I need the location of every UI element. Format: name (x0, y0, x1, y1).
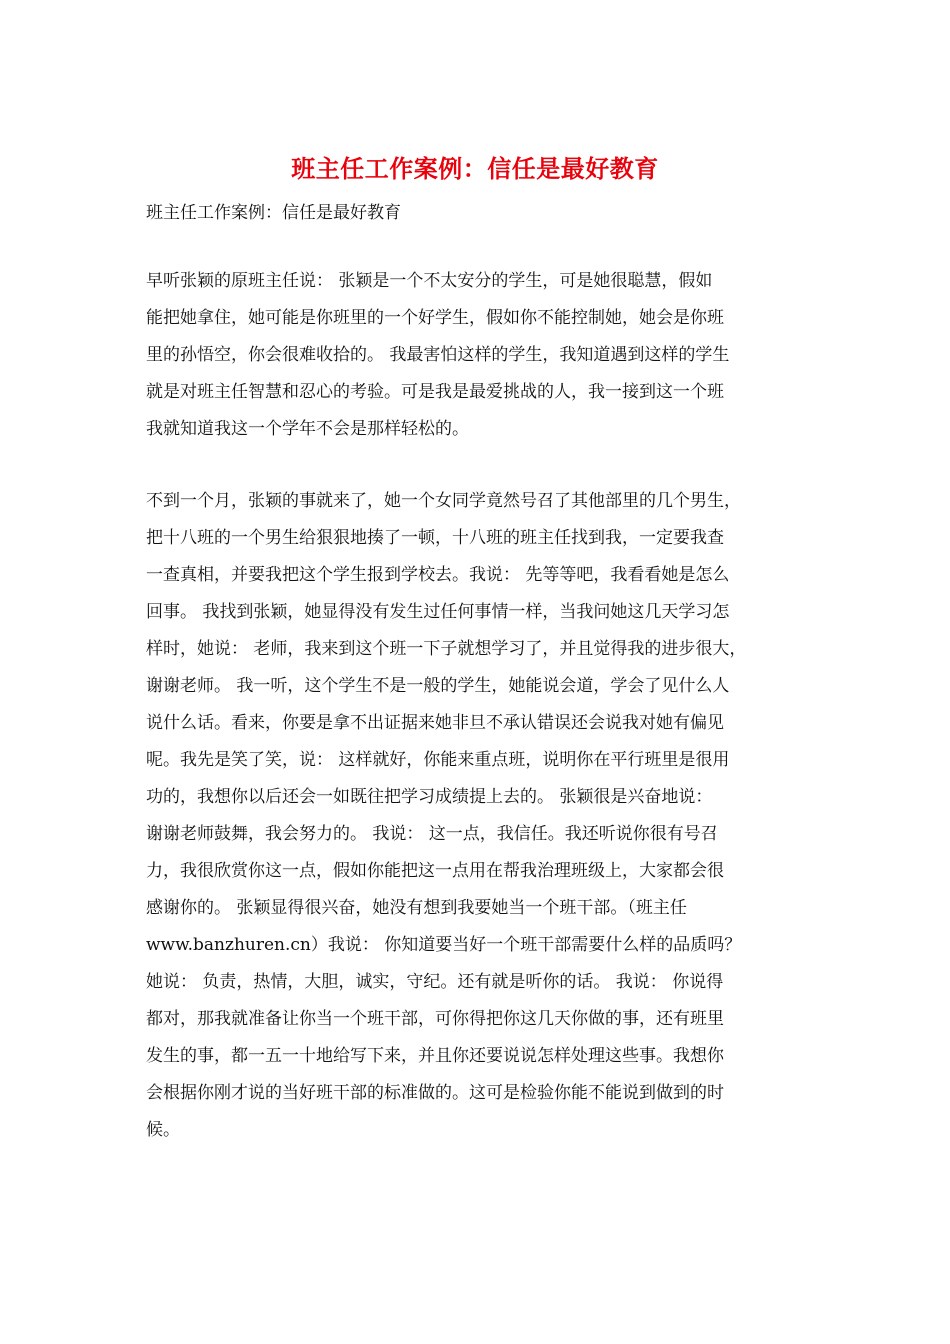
text-line: 候。 (146, 1120, 180, 1140)
text-line: 发生的事，都一五一十地给写下来，并且你还要说说怎样处理这些事。我想你 (146, 1046, 724, 1066)
text-line: 说什么话。看来，你要是拿不出证据来她非旦不承认错误还会说我对她有偏见 (146, 713, 724, 733)
text-line: 功的，我想你以后还会一如既往把学习成绩提上去的。 张颖很是兴奋地说： (146, 787, 713, 807)
text-line: 就是对班主任智慧和忍心的考验。可是我是最爱挑战的人，我一接到这一个班 (146, 382, 724, 402)
text-line: 早听张颖的原班主任说： 张颖是一个不太安分的学生，可是她很聪慧，假如 (146, 271, 713, 291)
paragraph-2 (146, 483, 826, 1149)
text-line: 谢谢老师鼓舞，我会努力的。 我说： 这一点，我信任。我还听说你很有号召 (146, 824, 718, 844)
text-line: 都对，那我就准备让你当一个班干部，可你得把你这几天你做的事，还有班里 (146, 1009, 724, 1029)
paragraph-1 (146, 263, 826, 448)
text-line: 会根据你刚才说的当好班干部的标准做的。这可是检验你能不能说到做到的时 (146, 1083, 724, 1103)
text-line: 不到一个月，张颖的事就来了，她一个女同学竟然号召了其他部里的几个男生， (146, 491, 741, 511)
text-line: 我就知道我这一个学年不会是那样轻松的。 (146, 419, 469, 439)
text-line: 她说： 负责，热情，大胆，诚实，守纪。还有就是听你的话。 我说： 你说得 (146, 972, 724, 992)
text-line: 一查真相，并要我把这个学生报到学校去。我说： 先等等吧，我看看她是怎么 (146, 565, 730, 585)
text-line: 呢。我先是笑了笑，说： 这样就好，你能来重点班，说明你在平行班里是很用 (146, 750, 730, 770)
text-line: 力，我很欣赏你这一点，假如你能把这一点用在帮我治理班级上，大家都会很 (146, 861, 724, 881)
document-subtitle: 班主任工作案例：信任是最好教育 (146, 203, 401, 223)
text-line: 回事。 我找到张颖，她显得没有发生过任何事情一样，当我问她这几天学习怎 (146, 602, 730, 622)
document-title: 班主任工作案例：信任是最好教育 (291, 154, 659, 183)
text-line: 谢谢老师。 我一听，这个学生不是一般的学生，她能说会道，学会了见什么人 (146, 676, 730, 696)
text-line: 样时，她说： 老师，我来到这个班一下子就想学习了，并且觉得我的进步很大， (146, 639, 747, 659)
text-line: 感谢你的。 张颖显得很兴奋，她没有想到我要她当一个班干部。（班主任 (146, 898, 687, 918)
text-line: 把十八班的一个男生给狠狠地揍了一顿，十八班的班主任找到我，一定要我查 (146, 528, 724, 548)
text-line: 能把她拿住，她可能是你班里的一个好学生，假如你不能控制她，她会是你班 (146, 308, 724, 328)
text-line: www.banzhuren.cn）我说： 你知道要当好一个班干部需要什么样的品质吗？ (146, 935, 742, 955)
text-line: 里的孙悟空，你会很难收拾的。 我最害怕这样的学生，我知道遇到这样的学生 (146, 345, 730, 365)
